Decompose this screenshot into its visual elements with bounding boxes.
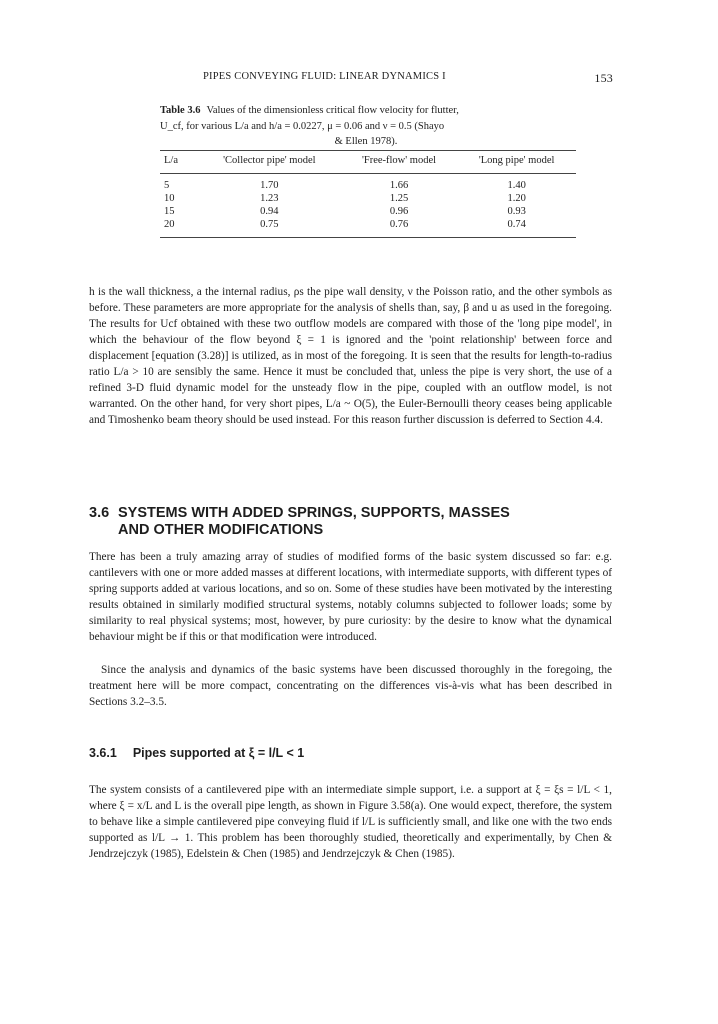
- subsection-title: Pipes supported at ξ = l/L < 1: [132, 746, 305, 760]
- table-caption: [160, 103, 572, 150]
- table-cell: 0.76: [341, 218, 458, 238]
- paragraph-outflow-models: h is the wall thickness, a the internal radius, ρs the pipe wall density, ν the Poisson ratio, and the other symbols as before. These parameters are more appropriate for the analysis of shells than, say, β and u as used in the foregoing. The results for Ucf obtained with these two outflow models are compared with those of the 'long pipe model', in which the behaviour of the flow beyond ξ = 1 is ignored and the 'point relationship' between force and displacement [equation (3.28)] is utilized, as in most of the foregoing. It is seen that the results for length-to-radius ratio L/a > 10 are sensibly the same. Hence it must be concluded that, unless the pipe is very short, the use of a refined 3-D fluid dynamic model for the unsteady flow in the pipe, coupled with an outflow model, is not warranted. On the other hand, for very short pipes, L/a ~ O(5), the Euler-Bernoulli theory ceases being applicable and Timoshenko beam theory should be used instead. For this reason further discussion is deferred to Section 4.4.: [89, 286, 612, 426]
- table-cell: 0.74: [457, 218, 576, 238]
- table-row: [160, 205, 576, 218]
- table-row: [160, 218, 576, 238]
- col-header-l-over-a: L/a: [160, 151, 198, 174]
- table-row: [160, 192, 576, 205]
- table-cell: 20: [160, 218, 198, 238]
- table-cell: 1.20: [507, 193, 526, 204]
- page-number: 153: [594, 71, 613, 85]
- table-header-row: [160, 151, 576, 174]
- table-cell: 0.93: [507, 206, 526, 217]
- table-cell: 1.40: [507, 180, 526, 191]
- paragraph-intermediate-support: The system consists of a cantilevered pipe with an intermediate simple support, i.e. a support at ξ = ξs = l/L < 1, where ξ = x/L and L is the overall pipe length, as shown in Figure 3.58(a). One would expect, therefore, the system to behave like a simple cantilevered pipe conveying fluid if l/L is sufficiently small, and like one with the two ends supported as l/L → 1. This problem has been thoroughly studied, theoretically and experimentally, by Chen & Jendrzejczyk (1985), Edelstein & Chen (1985) and Jendrzejczyk & Chen (1985).: [89, 784, 612, 860]
- subsection-heading: [89, 746, 609, 761]
- table-row: [160, 174, 576, 193]
- section-title: [118, 505, 510, 539]
- table-cell: 5: [164, 180, 170, 191]
- section-title-line-1: SYSTEMS WITH ADDED SPRINGS, SUPPORTS, MASSES: [118, 505, 510, 521]
- table-cell: 15: [164, 206, 175, 217]
- critical-velocity-table: [160, 150, 576, 238]
- col-header-long-pipe: 'Long pipe' model: [457, 151, 576, 174]
- table-cell: 0.75: [198, 218, 341, 238]
- table-cell: 10: [164, 193, 175, 204]
- running-title: PIPES CONVEYING FLUID: LINEAR DYNAMICS I: [203, 71, 446, 82]
- table-cell: 1.66: [389, 180, 409, 191]
- paragraph-treatment-note: Since the analysis and dynamics of the basic systems have been discussed thoroughly in the foregoing, the treatment here will be more compact, concentrating on the differences vis-à-vis what has been described in Sections 3.2–3.5.: [89, 664, 612, 708]
- caption-line-3: & Ellen 1978).: [334, 136, 398, 147]
- caption-line-2: U_cf, for various L/a and h/a = 0.0227, μ = 0.06 and ν = 0.5 (Shayo: [160, 120, 445, 132]
- table-cell: 1.25: [389, 193, 409, 204]
- table-cell: 1.70: [260, 180, 279, 191]
- paragraph-modified-systems: There has been a truly amazing array of studies of modified forms of the basic system discussed so far: e.g. cantilevers with one or more added masses at different locations, with intermediate supports, with different types of spring supports added at various locations, and so on. Some of these studies have been motivated by the interesting results obtained in similarly modified structural systems, notably columns subjected to follower loads; some by similarity to real physical systems; most, however, by pure curiosity: by the desire to know what the dynamical behaviour might be if this or that modification were introduced.: [89, 551, 612, 643]
- col-header-free-flow: 'Free-flow' model: [341, 151, 458, 174]
- section-title-line-2: AND OTHER MODIFICATIONS: [118, 522, 324, 538]
- table-cell: 0.96: [389, 206, 409, 217]
- table-cell: 1.23: [260, 193, 279, 204]
- table-label: Table 3.6: [160, 105, 201, 116]
- section-number: 3.6: [89, 505, 110, 521]
- subsection-number: 3.6.1: [89, 746, 117, 760]
- table-cell: 0.94: [260, 206, 279, 217]
- caption-line-1: Values of the dimensionless critical flow velocity for flutter,: [206, 105, 459, 116]
- col-header-collector-pipe: 'Collector pipe' model: [198, 151, 341, 174]
